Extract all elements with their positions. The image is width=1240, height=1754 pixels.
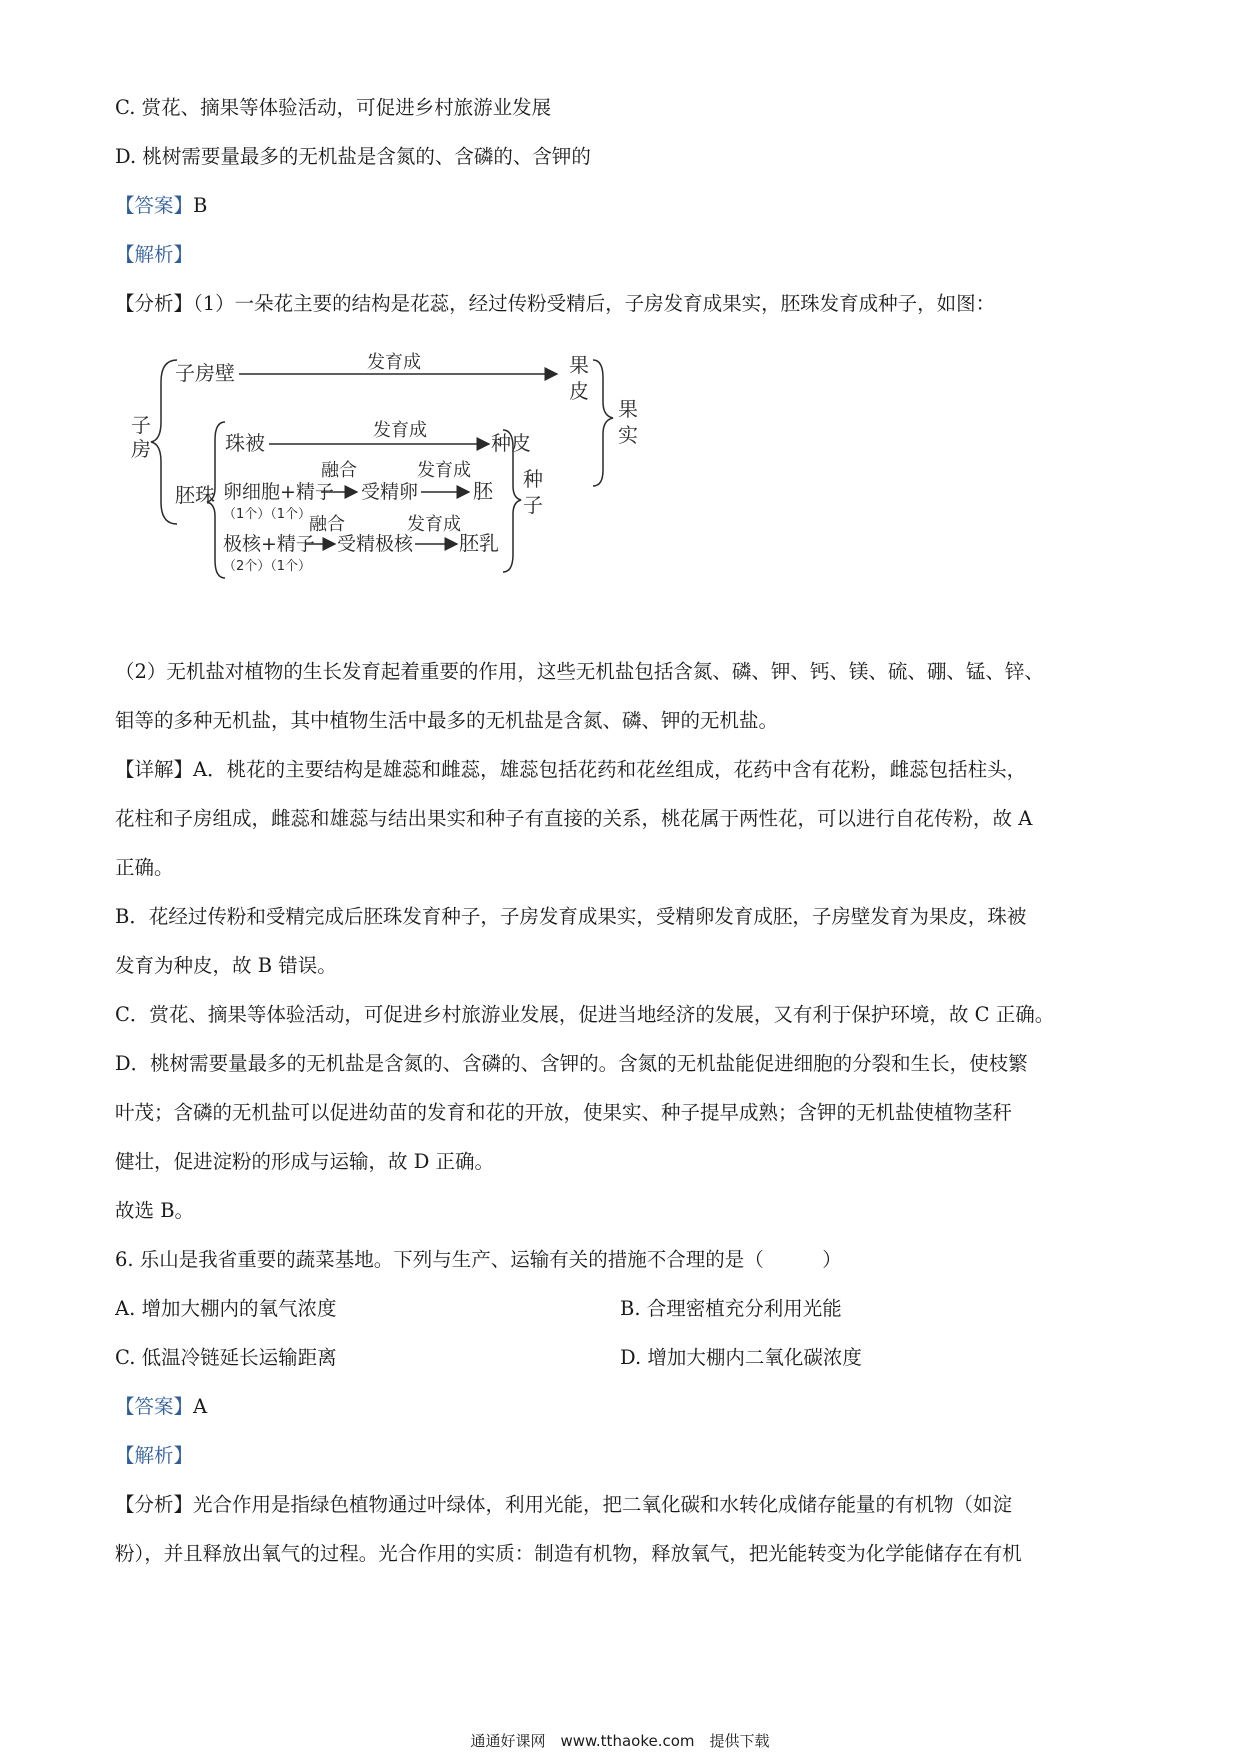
page-footer: 通通好课网 www.tthaoke.com 提供下载: [470, 1732, 770, 1750]
luan-counts: （1个）（1个）: [223, 507, 312, 522]
guoshi-char-1: 果: [618, 397, 638, 421]
xiangjie-line-a3: 正确。: [115, 856, 174, 879]
xiangjie-line-c: C．赏花、摘果等体验活动，可促进乡村旅游业发展，促进当地经济的发展，又有利于保护环境，故 C 正确。: [115, 1003, 1055, 1026]
peizhu-label: 胚珠: [175, 483, 215, 507]
q6-option-b: B. 合理密植充分利用光能: [620, 1297, 842, 1320]
zifang-brace: [151, 360, 177, 524]
xiangjie-line-d3: 健壮，促进淀粉的形成与运输，故 D 正确。: [115, 1150, 495, 1173]
zifangbi-label: 子房壁: [175, 361, 235, 385]
q6-option-c: C. 低温冷链延长运输距离: [115, 1346, 337, 1369]
guoshi-char-2: 实: [618, 423, 638, 447]
xiangjie-line-b1: B．花经过传粉和受精完成后胚珠发育种子，子房发育成果实，受精卵发育成胚，子房壁发育为果皮，珠被: [115, 905, 1027, 928]
q6-option-d: D. 增加大棚内二氧化碳浓度: [620, 1346, 862, 1369]
answer-value-2: A: [193, 1395, 208, 1418]
fayucheng-label-4: 发育成: [407, 514, 461, 535]
zifang-char-1: 子: [131, 413, 151, 437]
fenxi-tag-2: 【分析】: [115, 1493, 194, 1516]
choose-b-line: 故选 B。: [115, 1199, 195, 1222]
fenxi-line-2b: 粉），并且释放出氧气的过程。光合作用的实质：制造有机物，释放氧气，把光能转变为化学能储存在有机: [115, 1542, 1022, 1565]
zhongzi-char-1: 种: [523, 467, 543, 491]
fayucheng-label-1: 发育成: [367, 352, 421, 373]
pei-label: 胚: [473, 479, 493, 503]
fayucheng-label-2: 发育成: [373, 420, 427, 441]
analysis-tag-1: 【解析】: [115, 243, 194, 266]
peiru-label: 胚乳: [459, 531, 499, 555]
zhongpi-label: 种皮: [491, 431, 531, 455]
answer-tag: 【答案】: [115, 194, 194, 217]
ji-counts: （2个）（1个）: [223, 559, 312, 574]
xiangjie-tag: 【详解】: [115, 758, 194, 781]
para2-line-2: 钼等的多种无机盐，其中植物生活中最多的无机盐是含氮、磷、钾的无机盐。: [115, 709, 779, 732]
q6-option-a: A. 增加大棚内的氧气浓度: [115, 1297, 337, 1320]
xiangjie-line-d2: 叶茂；含磷的无机盐可以促进幼苗的发育和花的开放，使果实、种子提早成熟；含钾的无机盐使植物茎秆: [115, 1101, 1013, 1124]
answer-value: B: [193, 194, 208, 217]
fenxi-tag: 【分析】: [115, 292, 194, 315]
option-d-prev: D. 桃树需要量最多的无机盐是含氮的、含磷的、含钾的: [115, 145, 591, 168]
answer-line-2: [115, 1394, 207, 1420]
question-6: 6. 乐山是我省重要的蔬菜基地。下列与生产、运输有关的措施不合理的是（ ）: [115, 1248, 842, 1271]
guoshi-brace: [593, 360, 613, 486]
fenxi-text: （1）一朵花主要的结构是花蕊，经过传粉受精后，子房发育成果实，胚珠发育成种子，如图：: [193, 292, 996, 315]
xiangjie-line-a2: 花柱和子房组成，雌蕊和雄蕊与结出果实和种子有直接的关系，桃花属于两性花，可以进行自花传粉，故 A: [115, 807, 1033, 830]
fayucheng-label-3: 发育成: [417, 460, 471, 481]
analysis-tag-2: 【解析】: [115, 1444, 194, 1467]
xiangjie-line-b2: 发育为种皮，故 B 错误。: [115, 954, 337, 977]
xiangjie-line-a1: [115, 757, 1026, 783]
luanxibao-label: 卵细胞+精子: [223, 481, 334, 503]
ronghe-label-2: 融合: [309, 514, 345, 535]
answer-line-1: [115, 193, 207, 219]
jihe-label: 极核+精子: [223, 533, 315, 555]
xiangjie-line-d1: D．桃树需要量最多的无机盐是含氮的、含磷的、含钾的。含氮的无机盐能促进细胞的分裂和生长，使枝繁: [115, 1052, 1028, 1075]
shoujingluan-label: 受精卵: [361, 481, 419, 503]
option-c-prev: C. 赏花、摘果等体验活动，可促进乡村旅游业发展: [115, 96, 552, 119]
fenxi-line-2: [115, 1492, 1012, 1518]
para2-line-1: （2）无机盐对植物的生长发育起着重要的作用，这些无机盐包括含氮、磷、钾、钙、镁、硫、硼、锰、锌、: [115, 660, 1044, 683]
guopi-char-2: 皮: [569, 379, 589, 403]
zhubei-label: 珠被: [225, 431, 265, 455]
xiangjie-a1-text: A．桃花的主要结构是雄蕊和雌蕊，雄蕊包括花药和花丝组成，花药中含有花粉，雌蕊包括柱头，: [193, 758, 1027, 781]
answer-tag-2: 【答案】: [115, 1395, 194, 1418]
fenxi-2-text: 光合作用是指绿色植物通过叶绿体，利用光能，把二氧化碳和水转化成储存能量的有机物（如淀: [193, 1493, 1013, 1516]
fenxi-line-1: [115, 291, 995, 317]
guopi-char-1: 果: [569, 353, 589, 377]
zhongzi-char-2: 子: [523, 493, 543, 517]
zifang-char-2: 房: [131, 437, 151, 461]
shoujingjihe-label: 受精极核: [337, 533, 414, 555]
ronghe-label-1: 融合: [321, 460, 357, 481]
fruit-seed-development-diagram: [125, 352, 645, 592]
